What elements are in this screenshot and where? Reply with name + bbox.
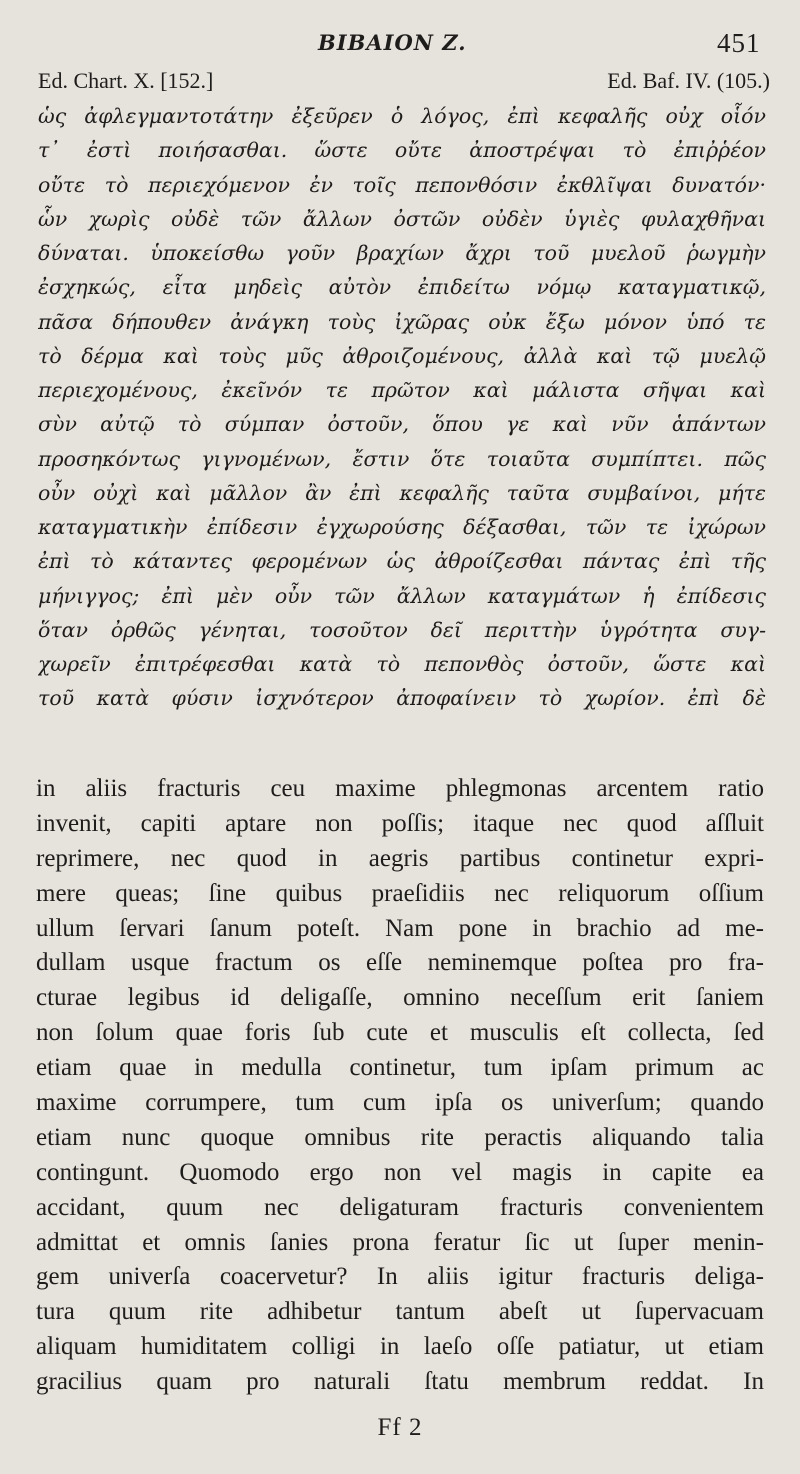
latin-text-line: invenit, capiti aptare non poſſis; itaque nec quod aſſluit	[36, 809, 764, 837]
greek-text-line: χωρεῖν ἐπιτρέφεσθαι κατὰ τὸ πεπονθὸς ὀστοῦν, ὥστε καὶ	[38, 652, 766, 676]
greek-text-line: πᾶσα δήπουθεν ἀνάγκη τοὺς ἰχῶρας οὐκ ἔξω μόνον ὑπό τε	[38, 309, 766, 334]
printer-signature-mark: Ff 2	[377, 1414, 423, 1441]
edition-references	[38, 68, 770, 98]
greek-text-line: ἐσχηκώς, εἶτα μηδεὶς αὐτὸν ἐπιδείτω νόμῳ καταγματικῷ,	[38, 275, 766, 300]
latin-text-line: accidant, quum nec deligaturam fracturis convenientem	[36, 1193, 764, 1221]
greek-text-line: ἐπὶ τὸ κάταντες φερομένων ὡς ἀθροίζεσθαι πάντας ἐπὶ τῆς	[38, 549, 766, 574]
greek-text-line: τὸ δέρμα καὶ τοὺς μῦς ἀθροιζομένους, ἀλλὰ καὶ τῷ μυελῷ	[38, 343, 766, 368]
latin-text-line: contingunt. Quomodo ergo non vel magis in capite ea	[36, 1158, 764, 1186]
greek-text-line: σὺν αὐτῷ τὸ σύμπαν ὀστοῦν, ὅπου γε καὶ νῦν ἁπάντων	[38, 412, 766, 437]
latin-text-line: maxime corrumpere, tum cum ipſa os univerſum; quando	[36, 1089, 764, 1117]
greek-text-block	[38, 99, 766, 716]
greek-text-line: προσηκόντως γιγνομένων, ἔστιν ὅτε τοιαῦτα συμπίπτει. πῶς	[38, 446, 766, 471]
latin-text-line: tura quum rite adhibetur tantum abeſt ut ſupervacuam	[36, 1298, 764, 1326]
greek-text-line: ὧν χωρὶς οὐδὲ τῶν ἄλλων ὀστῶν οὐδὲν ὑγιὲς φυλαχθῆναι	[38, 206, 766, 231]
latin-text-line: mere queas; ſine quibus praeſidiis nec reliquorum oſſium	[36, 879, 764, 907]
latin-text-line: non ſolum quae foris ſub cute et musculis eſt collecta, ſed	[36, 1019, 764, 1047]
latin-text-line: cturae legibus id deligaſſe, omnino neceſſum erit ſaniem	[36, 984, 764, 1012]
greek-text-line: ὅταν ὀρθῶς γένηται, τοσοῦτον δεῖ περιττὴν ὑγρότητα συγ-	[38, 617, 766, 642]
latin-text-line: aliquam humiditatem colligi in laeſo oſſe patiatur, ut etiam	[36, 1333, 764, 1361]
book-title: BIBAION Z.	[318, 30, 467, 55]
latin-text-line: dullam usque fractum os eſſe neminemque poſtea pro fra-	[36, 949, 764, 977]
running-head	[0, 30, 800, 60]
greek-text-line: οὖν οὐχὶ καὶ μᾶλλον ἂν ἐπὶ κεφαλῆς ταῦτα συμβαίνοι, μήτε	[38, 480, 766, 505]
greek-text-line: ὡς ἀφλεγμαντοτάτην ἐξεῦρεν ὁ λόγος, ἐπὶ κεφαλῆς οὐχ οἷόν	[38, 104, 766, 128]
greek-text-line: δύναται. ὑποκείσθω γοῦν βραχίων ἄχρι τοῦ μυελοῦ ῥωγμὴν	[38, 241, 766, 265]
latin-text-line: ullum ſervari ſanum poteſt. Nam pone in brachio ad me-	[36, 914, 764, 942]
latin-text-line: etiam nunc quoque omnibus rite peractis aliquando talia	[36, 1123, 764, 1151]
latin-text-line: etiam quae in medulla continetur, tum ipſam primum ac	[36, 1054, 764, 1082]
greek-text-line: μήνιγγος; ἐπὶ μὲν οὖν τῶν ἄλλων καταγμάτων ἡ ἐπίδεσις	[38, 583, 766, 608]
latin-text-line: reprimere, nec quod in aegris partibus continetur expri-	[36, 844, 764, 872]
latin-translation-block	[36, 772, 764, 1400]
latin-text-line: gem univerſa coacervetur? In aliis igitur fracturis deliga-	[36, 1263, 764, 1291]
latin-text-line: in aliis fracturis ceu maxime phlegmonas arcentem ratio	[36, 775, 764, 802]
latin-text-line: admittat et omnis ſanies prona feratur ſic ut ſuper menin-	[36, 1228, 764, 1256]
latin-text-line: gracilius quam pro naturali ſtatu membrum reddat. In	[36, 1368, 764, 1396]
page-number: 451	[717, 28, 761, 58]
edition-chartier-reference: Ed. Chart. X. [152.]	[38, 68, 214, 93]
greek-text-line: οὔτε τὸ περιεχόμενον ἐν τοῖς πεπονθόσιν ἐκθλῖψαι δυνατόν·	[38, 172, 766, 197]
greek-text-line: τ᾽ ἐστὶ ποιήσασθαι. ὥστε οὔτε ἀποστρέψαι τὸ ἐπιῤῥέον	[38, 138, 766, 163]
greek-text-line: τοῦ κατὰ φύσιν ἰσχνότερον ἀποφαίνειν τὸ χωρίον. ἐπὶ δὲ	[38, 686, 766, 711]
greek-text-line: περιεχομένους, ἐκεῖνόν τε πρῶτον καὶ μάλιστα σῆψαι καὶ	[38, 378, 766, 402]
edition-basel-reference: Ed. Baf. IV. (105.)	[607, 68, 770, 93]
greek-text-line: καταγματικὴν ἐπίδεσιν ἐγχωρούσης δέξασθαι, τῶν τε ἰχώρων	[38, 515, 766, 539]
